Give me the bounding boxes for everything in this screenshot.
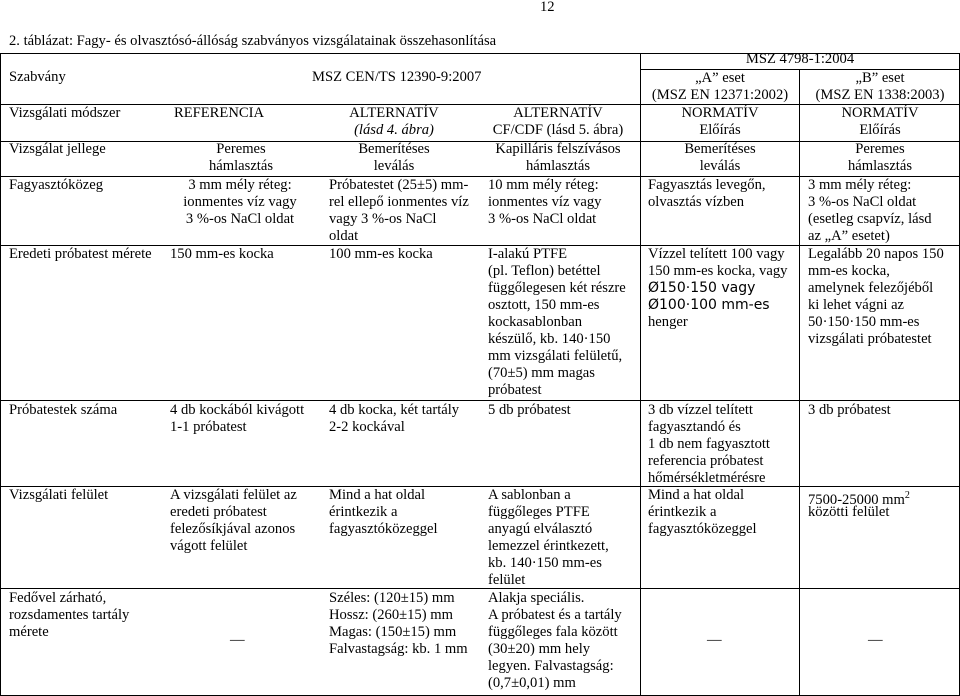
count-a-line3: 1 db nem fagyasztott — [648, 436, 770, 452]
surface-alt2-line2: függőleges PTFE — [488, 504, 590, 520]
container-a-dash: — — [707, 632, 722, 648]
container-alt2-line1: Alakja speciális. — [488, 590, 585, 606]
surface-alt1-line3: fagyasztóközeggel — [329, 521, 438, 537]
count-ref-line2: 1-1 próbatest — [170, 419, 247, 435]
character-alt1-line1: Bemerítéses — [358, 141, 430, 157]
method-alt1-line2: (lásd 4. ábra) — [354, 122, 434, 138]
medium-label: Fagyasztóközeg — [9, 177, 104, 193]
character-ref-line1: Peremes — [216, 141, 266, 157]
size-b-line4: ki lehet vágni az — [808, 297, 905, 313]
size-alt2-line7: mm vizsgálati felületű, — [488, 348, 623, 364]
medium-alt1-line3: vagy 3 %-os NaCl — [329, 211, 437, 227]
medium-alt2-line2: ionmentes víz vagy — [488, 194, 602, 210]
medium-alt2-line1: 10 mm mély réteg: — [488, 177, 599, 193]
size-a-line5: henger — [648, 314, 688, 330]
surface-ref-line4: vágott felület — [170, 538, 248, 554]
surface-b-line2: közötti felület — [808, 504, 890, 520]
medium-a-line1: Fagyasztás levegőn, — [648, 177, 766, 193]
count-ref-line1: 4 db kockából kivágott — [170, 402, 305, 418]
surface-alt2-line6: felület — [488, 572, 526, 588]
method-ref: REFERENCIA — [174, 105, 264, 121]
count-a-line1: 3 db vízzel telített — [648, 402, 753, 418]
character-alt2-line2: hámlasztás — [525, 158, 591, 174]
medium-alt2-line3: 3 %-os NaCl oldat — [488, 211, 597, 227]
container-label-line3: mérete — [9, 624, 49, 640]
container-ref-dash: — — [230, 632, 245, 648]
method-label: Vizsgálati módszer — [9, 105, 121, 121]
method-b-line1: NORMATÍV — [841, 105, 919, 121]
medium-ref-line2: ionmentes víz vagy — [183, 194, 297, 210]
surface-label: Vizsgálati felület — [9, 487, 109, 503]
container-alt1-line4: Falvastagság: kb. 1 mm — [329, 641, 468, 657]
surface-ref-line1: A vizsgálati felület az — [170, 487, 297, 503]
medium-a-line2: olvasztás vízben — [648, 194, 745, 210]
character-a-line1: Bemerítéses — [684, 141, 756, 157]
surface-alt2-line1: A sablonban a — [488, 487, 571, 503]
size-a-line4: Ø100·100 mm-es — [648, 297, 770, 313]
standard-msz: MSZ 4798-1:2004 — [745, 51, 855, 67]
rule-size — [0, 400, 960, 401]
size-a-line2: 150 mm-es kocka, vagy — [648, 263, 788, 279]
surface-b-value: 7500-25000 mm — [808, 491, 905, 508]
surface-alt2-line5: kb. 140·150 mm-es — [488, 555, 602, 571]
container-alt1-line3: Magas: (150±15) mm — [329, 624, 457, 640]
method-a-line1: NORMATÍV — [681, 105, 759, 121]
size-a-line1: Vízzel telített 100 vagy — [648, 246, 785, 262]
count-b: 3 db próbatest — [808, 402, 891, 418]
medium-alt1-line1: Próbatestet (25±5) mm- — [329, 177, 469, 193]
count-a-line4: referencia próbatest — [648, 453, 764, 469]
medium-alt1-line2: rel ellepő ionmentes víz — [329, 194, 469, 210]
container-alt2-line3: függőleges fala között — [488, 624, 618, 640]
size-a-line3: Ø150·150 vagy — [648, 280, 756, 296]
page-number: 12 — [540, 0, 555, 15]
surface-a-line2: érintkezik a — [648, 504, 717, 520]
count-a-line5: hőmérsékletmérésre — [648, 470, 766, 486]
medium-b-line4: az „A” esetet) — [808, 228, 890, 244]
size-alt1: 100 mm-es kocka — [329, 246, 433, 262]
container-alt2-line2: A próbatest és a tartály — [488, 607, 622, 623]
size-alt2-line1: I-alakú PTFE — [488, 246, 568, 262]
method-alt2-line2: CF/CDF (lásd 5. ábra) — [492, 122, 624, 138]
method-b-line2: Előírás — [859, 122, 901, 138]
surface-alt2-line4: lemezzel érintkezett, — [488, 538, 609, 554]
container-alt1-line2: Hossz: (260±15) mm — [329, 607, 453, 623]
surface-a-line1: Mind a hat oldal — [648, 487, 745, 503]
size-alt2-line4: osztott, 150 mm-es — [488, 297, 600, 313]
character-b-line2: hámlasztás — [847, 158, 913, 174]
character-alt2-line1: Kapilláris felszívásos — [495, 141, 621, 157]
method-alt1-line1: ALTERNATÍV — [349, 105, 439, 121]
medium-ref-line1: 3 mm mély réteg: — [188, 177, 292, 193]
character-ref-line2: hámlasztás — [208, 158, 274, 174]
medium-b-line1: 3 mm mély réteg: — [808, 177, 912, 193]
case-b-line1: „B” eset — [855, 70, 905, 86]
case-b-line2: (MSZ EN 1338:2003) — [815, 87, 945, 103]
count-label: Próbatestek száma — [9, 402, 118, 418]
surface-ref-line3: felezősíkjával azonos — [170, 521, 296, 537]
medium-alt1-line4: oldat — [329, 228, 359, 244]
count-alt1-line2: 2-2 kockával — [329, 419, 405, 435]
standard-cen: MSZ CEN/TS 12390-9:2007 — [312, 69, 482, 85]
rule-surface — [0, 588, 960, 589]
character-alt1-line2: leválás — [373, 158, 415, 174]
container-b-dash: — — [868, 632, 883, 648]
container-alt2-line6: (0,7±0,01) mm — [488, 675, 576, 691]
table-title: 2. táblázat: Fagy- és olvasztósó-állóság szabványos vizsgálatainak összehasonlítása — [9, 33, 497, 49]
size-label: Eredeti próbatest mérete — [9, 246, 152, 262]
size-b-line6: vizsgálati próbatestet — [808, 331, 932, 347]
case-a-line1: „A” eset — [695, 70, 745, 86]
surface-b-unit-exponent: 2 — [904, 490, 910, 501]
container-alt2-line5: legyen. Falvastagság: — [488, 658, 614, 674]
medium-b-line3: (esetleg csapvíz, lásd — [808, 211, 932, 227]
surface-alt2-line3: anyagú elválasztó — [488, 521, 593, 537]
container-label-line1: Fedővel zárható, — [9, 590, 107, 606]
count-alt2: 5 db próbatest — [488, 402, 571, 418]
method-alt2-line1: ALTERNATÍV — [513, 105, 603, 121]
size-b-line2: mm-es kocka, — [808, 263, 890, 279]
size-alt2-line2: (pl. Teflon) betéttel — [488, 263, 601, 279]
size-b-line1: Legalább 20 napos 150 — [808, 246, 944, 262]
surface-alt1-line1: Mind a hat oldal — [329, 487, 426, 503]
size-alt2-line3: függőlegesen két részre — [488, 280, 626, 296]
surface-ref-line2: eredeti próbatest — [170, 504, 267, 520]
standard-label: Szabvány — [9, 69, 66, 85]
rule-left — [0, 53, 1, 696]
medium-ref-line3: 3 %-os NaCl oldat — [185, 211, 295, 227]
container-alt2-line4: (30±20) mm hely — [488, 641, 591, 657]
count-a-line2: fagyasztandó és — [648, 419, 741, 435]
character-b-line1: Peremes — [855, 141, 905, 157]
size-alt2-line8: (70±5) mm magas — [488, 365, 595, 381]
size-alt2-line6: készülő, kb. 140·150 — [488, 331, 611, 347]
size-b-line5: 50·150·150 mm-es — [808, 314, 920, 330]
surface-alt1-line2: érintkezik a — [329, 504, 398, 520]
size-alt2-line5: kockasablonban — [488, 314, 583, 330]
size-alt2-line9: próbatest — [488, 382, 542, 398]
size-ref: 150 mm-es kocka — [170, 246, 274, 262]
case-a-line2: (MSZ EN 12371:2002) — [651, 87, 789, 103]
character-label: Vizsgálat jellege — [9, 141, 106, 157]
count-alt1-line1: 4 db kocka, két tartály — [329, 402, 460, 418]
size-b-line3: amelynek felezőjéből — [808, 280, 934, 296]
character-a-line2: leválás — [699, 158, 741, 174]
surface-a-line3: fagyasztóközeggel — [648, 521, 757, 537]
method-a-line2: Előírás — [699, 122, 741, 138]
container-label-line2: rozsdamentes tartály — [9, 607, 130, 623]
medium-b-line2: 3 %-os NaCl oldat — [808, 194, 917, 210]
container-alt1-line1: Széles: (120±15) mm — [329, 590, 455, 606]
